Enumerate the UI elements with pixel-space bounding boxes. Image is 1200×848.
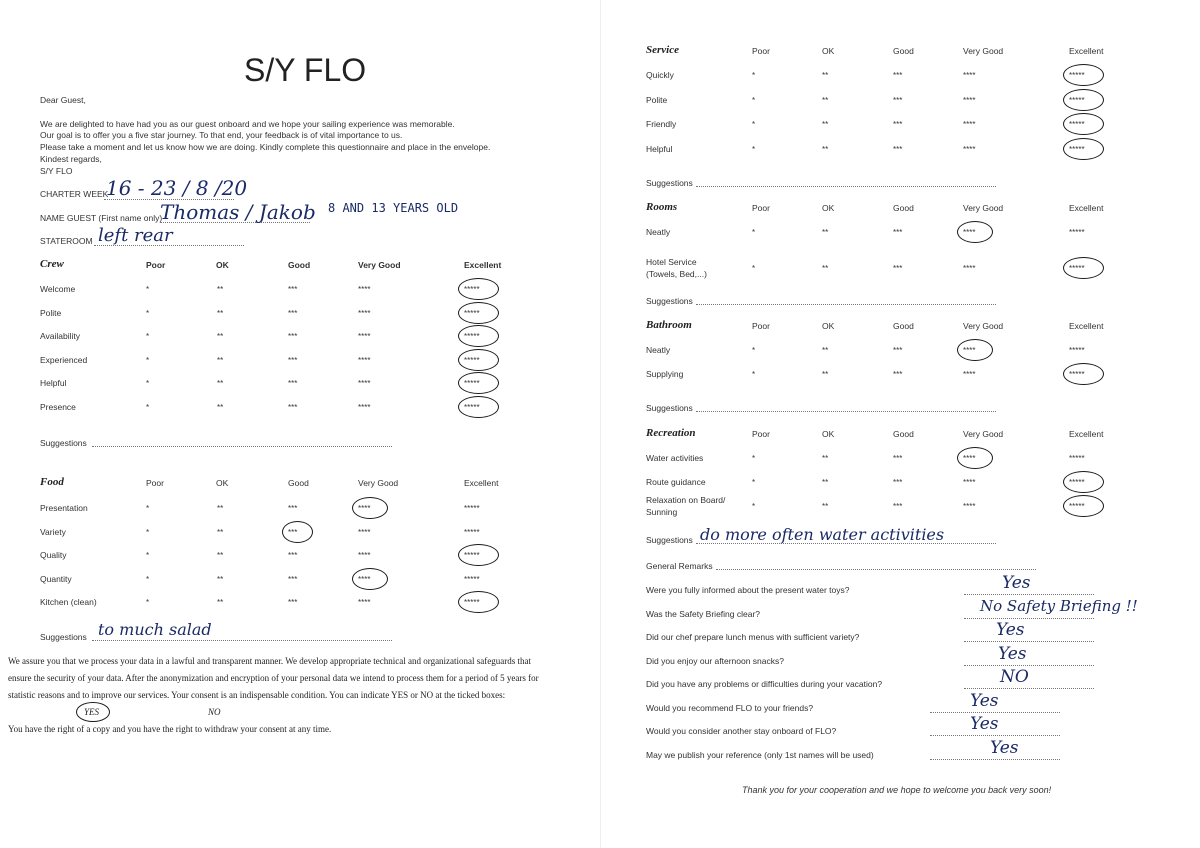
crew-row-3-label: Experienced (40, 354, 88, 365)
greeting: Dear Guest, (40, 95, 86, 105)
intro-line-3: Please take a moment and let us know how we are doing. Kindly complete this questionnaire and place in the envelope. (40, 142, 491, 152)
bathroom-row-0-option-4[interactable]: **** (963, 346, 976, 355)
crew-row-4-option-2[interactable]: ** (217, 379, 224, 388)
recreation-row-1-option-3[interactable]: *** (893, 478, 903, 487)
crew-col-excellent: Excellent (464, 260, 502, 270)
recreation-row-2-option-4[interactable]: **** (963, 502, 976, 511)
food-col-excellent: Excellent (464, 478, 499, 488)
service-row-2-selected-circle (1063, 113, 1104, 135)
service-row-2-option-3[interactable]: *** (893, 120, 903, 129)
rooms-row-1-option-4[interactable]: **** (963, 264, 976, 273)
recreation-row-2-option-1[interactable]: * (752, 502, 756, 511)
rooms-col-excellent: Excellent (1069, 203, 1104, 213)
crew-row-2-label: Availability (40, 331, 81, 341)
crew-row-2-option-1[interactable]: * (146, 332, 150, 341)
recreation-row-2-option-5[interactable]: ***** (1069, 502, 1085, 511)
crew-row-0-option-3[interactable]: *** (288, 285, 298, 294)
food-row-0-option-5[interactable]: ***** (464, 504, 480, 513)
recreation-row-2-option-2[interactable]: ** (822, 502, 829, 511)
crew-row-4-label: Helpful (40, 378, 67, 388)
bathroom-row-1-option-2[interactable]: ** (822, 370, 829, 379)
rooms-row-0-selected-circle (957, 221, 993, 243)
bathroom-section-title: Bathroom (646, 319, 692, 331)
food-row-0-option-4[interactable]: **** (358, 504, 371, 513)
rooms-row-1-option-2[interactable]: ** (822, 264, 829, 273)
bathroom-row-1-option-3[interactable]: *** (893, 370, 903, 379)
crew-row-5-selected-circle (458, 396, 499, 418)
food-row-4-selected-circle (458, 591, 499, 613)
crew-section-title: Crew (40, 258, 64, 270)
general-question-3: Did you enjoy our afternoon snacks? (646, 655, 784, 666)
recreation-row-1-option-1[interactable]: * (752, 478, 756, 487)
service-row-0-label: Quickly (646, 70, 674, 80)
food-col-ok: OK (216, 478, 229, 488)
general-remarks-title: General Remarks (646, 561, 713, 571)
general-question-7: May we publish your reference (only 1st names will be used) (646, 749, 874, 760)
food-row-3-label: Quantity (40, 573, 72, 584)
food-row-1-label: Variety (40, 526, 66, 537)
service-row-1-option-4[interactable]: **** (963, 95, 976, 105)
food-suggestions-label: Suggestions (40, 632, 87, 642)
general-answer-3[interactable]: Yes (998, 643, 1027, 664)
crew-row-1-option-5[interactable]: ***** (464, 308, 480, 318)
food-row-2-option-3[interactable]: *** (288, 551, 298, 560)
crew-row-2-selected-circle (458, 325, 499, 347)
rooms-suggestions-label: Suggestions (646, 296, 693, 306)
crew-row-1-option-2[interactable]: ** (217, 308, 224, 318)
rooms-col-ok: OK (822, 203, 835, 213)
recreation-row-0-option-2[interactable]: ** (822, 454, 829, 463)
recreation-col-ok: OK (822, 429, 835, 439)
recreation-suggestions-label: Suggestions (646, 535, 693, 545)
age-note: 8 AND 13 YEARS OLD (328, 201, 459, 215)
service-suggestions-label: Suggestions (646, 178, 693, 188)
service-row-0-option-3[interactable]: *** (893, 71, 903, 80)
crew-row-1-option-4[interactable]: **** (358, 308, 371, 318)
food-row-0-option-2[interactable]: ** (217, 504, 224, 513)
crew-row-5-option-3[interactable]: *** (288, 402, 298, 412)
service-row-0-option-4[interactable]: **** (963, 71, 976, 80)
bathroom-col-poor: Poor (752, 321, 770, 331)
consent-yes-circle (76, 702, 110, 722)
food-row-3-option-1[interactable]: * (146, 574, 150, 584)
bathroom-row-1-option-1[interactable]: * (752, 370, 756, 379)
intro-line-4: Kindest regards, (40, 154, 102, 164)
service-row-2-option-1[interactable]: * (752, 120, 756, 129)
crew-row-4-option-5[interactable]: ***** (464, 379, 480, 388)
rooms-row-1-option-1[interactable]: * (752, 264, 756, 273)
bathroom-col-very-good: Very Good (963, 321, 1004, 331)
rooms-col-poor: Poor (752, 203, 770, 213)
service-row-3-option-2[interactable]: ** (822, 144, 829, 154)
service-row-1-option-2[interactable]: ** (822, 95, 829, 105)
rooms-row-0-label: Neatly (646, 227, 671, 237)
crew-row-0-label: Welcome (40, 284, 76, 294)
service-row-0-option-1[interactable]: * (752, 71, 756, 80)
crew-row-2-option-5[interactable]: ***** (464, 332, 480, 341)
recreation-suggestions-field[interactable]: do more often water activities (700, 525, 945, 544)
bathroom-row-0-label: Neatly (646, 345, 671, 355)
rooms-col-very-good: Very Good (963, 203, 1004, 213)
rooms-row-1-label-2: (Towels, Bed,...) (646, 269, 707, 279)
general-question-5: Would you recommend FLO to your friends? (646, 702, 814, 713)
consent-line-1: We assure you that we process your data in a lawful and transparent manner. We develop appropriate technical and organizational safeguards that (8, 656, 532, 666)
general-question-1: Was the Safety Briefing clear? (646, 608, 761, 619)
consent-line-3: statistic reasons and to improve our services. Your consent is an indispensable condition. You can indicate YES or NO at the ticked boxes: (8, 690, 506, 700)
bathroom-row-1-option-5[interactable]: ***** (1069, 370, 1085, 379)
food-row-4-option-5[interactable]: ***** (464, 598, 480, 607)
rooms-row-1-selected-circle (1063, 257, 1104, 279)
recreation-row-1-option-5[interactable]: ***** (1069, 478, 1085, 487)
service-col-very-good: Very Good (963, 46, 1004, 56)
food-row-1-selected-circle (282, 521, 313, 543)
bathroom-suggestions-label: Suggestions (646, 403, 693, 413)
name-guest-field[interactable]: Thomas / Jakob (160, 200, 316, 224)
recreation-row-0-selected-circle (957, 447, 993, 469)
service-row-0-selected-circle (1063, 64, 1104, 86)
crew-row-0-option-5[interactable]: ***** (464, 285, 480, 294)
food-row-1-option-3[interactable]: *** (288, 527, 298, 537)
recreation-row-0-option-3[interactable]: *** (893, 454, 903, 463)
crew-row-4-option-1[interactable]: * (146, 379, 150, 388)
recreation-col-good: Good (893, 429, 914, 439)
rooms-row-1-option-3[interactable]: *** (893, 264, 903, 273)
rooms-row-1-option-5[interactable]: ***** (1069, 264, 1085, 273)
rooms-row-0-option-4[interactable]: **** (963, 228, 976, 237)
bathroom-row-1-selected-circle (1063, 363, 1104, 385)
food-row-0-option-1[interactable]: * (146, 504, 150, 513)
bathroom-row-1-label: Supplying (646, 369, 684, 379)
food-row-4-option-3[interactable]: *** (288, 598, 298, 607)
food-row-1-option-4[interactable]: **** (358, 527, 371, 537)
service-row-2-option-4[interactable]: **** (963, 120, 976, 129)
footer-thanks: Thank you for your cooperation and we hope to welcome you back very soon! (742, 785, 1052, 795)
general-question-6: Would you consider another stay onboard of FLO? (646, 726, 837, 736)
crew-row-5-option-1[interactable]: * (146, 402, 150, 412)
recreation-row-1-label: Route guidance (646, 477, 706, 487)
general-answer-1[interactable]: No Safety Briefing !! (980, 596, 1138, 615)
service-row-1-option-3[interactable]: *** (893, 95, 903, 105)
crew-row-3-option-2[interactable]: ** (217, 355, 224, 365)
food-suggestions-field[interactable]: to much salad (98, 620, 212, 639)
crew-col-ok: OK (216, 260, 229, 270)
food-row-3-selected-circle (352, 568, 388, 590)
general-answer-2[interactable]: Yes (996, 620, 1025, 640)
stateroom-label: STATEROOM (40, 236, 93, 246)
food-row-4-option-4[interactable]: **** (358, 598, 371, 607)
page-title: S/Y FLO (244, 52, 367, 88)
crew-row-3-selected-circle (458, 349, 499, 371)
food-row-2-option-2[interactable]: ** (217, 551, 224, 560)
name-guest-label: NAME GUEST (First name only) (40, 213, 163, 223)
recreation-row-1-selected-circle (1063, 471, 1104, 493)
crew-row-3-option-1[interactable]: * (146, 355, 150, 365)
recreation-row-2-selected-circle (1063, 495, 1104, 517)
crew-col-poor: Poor (146, 260, 166, 270)
crew-suggestions-label: Suggestions (40, 438, 87, 448)
page-divider (600, 0, 601, 848)
food-row-2-label: Quality (40, 550, 67, 560)
rooms-section-title: Rooms (646, 201, 678, 213)
consent-line-2: ensure the security of your data. After the anonymization and encryption of your personal data we intend to process them for a period of 5 years for (8, 673, 539, 683)
general-answer-7[interactable]: Yes (990, 737, 1019, 758)
service-row-0-option-2[interactable]: ** (822, 71, 829, 80)
general-answer-4[interactable]: NO (1000, 667, 1029, 687)
crew-row-0-option-2[interactable]: ** (217, 285, 224, 294)
food-row-2-option-5[interactable]: ***** (464, 551, 480, 560)
intro-line-1: We are delighted to have had you as our guest onboard and we hope your sailing experience was memorable. (40, 119, 455, 129)
crew-row-5-option-5[interactable]: ***** (464, 402, 480, 412)
recreation-col-excellent: Excellent (1069, 429, 1104, 439)
crew-row-5-label: Presence (40, 401, 76, 412)
service-row-3-option-1[interactable]: * (752, 144, 756, 154)
stateroom-field[interactable]: left rear (98, 225, 173, 246)
crew-row-2-option-4[interactable]: **** (358, 332, 371, 341)
intro-line-2: Our goal is to offer you a five star journey. To that end, your feedback is of vital importance to us. (40, 130, 403, 140)
bathroom-row-0-option-2[interactable]: ** (822, 346, 829, 355)
general-question-2: Did our chef prepare lunch menus with sufficient variety? (646, 632, 860, 642)
recreation-row-0-label: Water activities (646, 453, 704, 463)
general-answer-0[interactable]: Yes (1002, 573, 1031, 593)
recreation-row-2-option-3[interactable]: *** (893, 502, 903, 511)
food-row-3-option-3[interactable]: *** (288, 574, 298, 584)
intro-line-5: S/Y FLO (40, 166, 73, 176)
rooms-col-good: Good (893, 203, 914, 213)
rooms-row-0-option-3[interactable]: *** (893, 228, 903, 237)
service-row-1-option-5[interactable]: ***** (1069, 95, 1085, 105)
recreation-row-0-option-1[interactable]: * (752, 454, 756, 463)
service-row-1-option-1[interactable]: * (752, 95, 756, 105)
recreation-section-title: Recreation (646, 427, 696, 439)
service-row-2-label: Friendly (646, 119, 677, 129)
service-col-excellent: Excellent (1069, 46, 1104, 56)
crew-row-5-option-4[interactable]: **** (358, 402, 371, 412)
service-row-3-option-3[interactable]: *** (893, 144, 903, 154)
bathroom-row-0-selected-circle (957, 339, 993, 361)
crew-row-0-selected-circle (458, 278, 499, 300)
food-row-1-option-5[interactable]: ***** (464, 527, 480, 537)
food-row-1-option-2[interactable]: ** (217, 527, 224, 537)
consent-yes-option[interactable]: YES (84, 707, 100, 717)
crew-col-good: Good (288, 260, 311, 270)
food-section-title: Food (40, 476, 64, 488)
bathroom-col-ok: OK (822, 321, 835, 331)
service-row-3-label: Helpful (646, 143, 673, 154)
charter-week-label: CHARTER WEEK (40, 189, 109, 199)
crew-row-3-option-4[interactable]: **** (358, 355, 371, 365)
food-col-very-good: Very Good (358, 478, 399, 488)
food-col-poor: Poor (146, 478, 164, 488)
rooms-row-0-option-1[interactable]: * (752, 228, 756, 237)
bathroom-row-0-option-5[interactable]: ***** (1069, 346, 1085, 355)
food-row-2-selected-circle (458, 544, 499, 566)
crew-row-1-label: Polite (40, 307, 62, 318)
food-row-3-option-4[interactable]: **** (358, 574, 371, 584)
service-row-3-selected-circle (1063, 138, 1104, 160)
recreation-row-1-option-4[interactable]: **** (963, 478, 976, 487)
crew-row-4-option-3[interactable]: *** (288, 379, 298, 388)
recreation-col-poor: Poor (752, 429, 770, 439)
food-row-4-label: Kitchen (clean) (40, 597, 97, 607)
rooms-row-0-option-2[interactable]: ** (822, 228, 829, 237)
crew-row-3-option-5[interactable]: ***** (464, 355, 480, 365)
service-col-poor: Poor (752, 46, 770, 56)
recreation-row-0-option-5[interactable]: ***** (1069, 454, 1085, 463)
food-row-0-option-3[interactable]: *** (288, 504, 298, 513)
crew-col-very-good: Very Good (358, 260, 401, 270)
general-question-0: Were you fully informed about the present water toys? (646, 585, 850, 595)
crew-row-1-option-1[interactable]: * (146, 308, 150, 318)
service-row-1-selected-circle (1063, 89, 1104, 111)
crew-row-3-option-3[interactable]: *** (288, 355, 298, 365)
recreation-col-very-good: Very Good (963, 429, 1004, 439)
general-answer-5[interactable]: Yes (970, 690, 999, 711)
food-row-0-label: Presentation (40, 503, 88, 513)
crew-row-2-option-2[interactable]: ** (217, 332, 224, 341)
service-row-3-option-4[interactable]: **** (963, 144, 976, 154)
service-row-1-label: Polite (646, 94, 668, 105)
rooms-row-0-option-5[interactable]: ***** (1069, 228, 1085, 237)
service-col-ok: OK (822, 46, 835, 56)
bathroom-row-0-option-3[interactable]: *** (893, 346, 903, 355)
recreation-row-2-label: Relaxation on Board/ (646, 495, 726, 505)
food-row-4-option-2[interactable]: ** (217, 598, 224, 607)
food-row-3-option-5[interactable]: ***** (464, 574, 480, 584)
general-answer-6[interactable]: Yes (970, 714, 999, 734)
crew-row-1-option-3[interactable]: *** (288, 308, 298, 318)
food-row-0-selected-circle (352, 497, 388, 519)
service-row-0-option-5[interactable]: ***** (1069, 71, 1085, 80)
service-row-2-option-2[interactable]: ** (822, 120, 829, 129)
food-row-1-option-1[interactable]: * (146, 527, 150, 537)
crew-row-5-option-2[interactable]: ** (217, 402, 224, 412)
crew-row-2-option-3[interactable]: *** (288, 332, 298, 341)
crew-row-0-option-4[interactable]: **** (358, 285, 371, 294)
crew-row-0-option-1[interactable]: * (146, 285, 150, 294)
recreation-row-0-option-4[interactable]: **** (963, 454, 976, 463)
consent-rights-line: You have the right of a copy and you have the right to withdraw your consent at any time. (8, 724, 332, 734)
crew-row-1-selected-circle (458, 302, 499, 324)
service-row-2-option-5[interactable]: ***** (1069, 120, 1085, 129)
bathroom-col-excellent: Excellent (1069, 321, 1104, 331)
charter-week-field[interactable]: 16 - 23 / 8 /20 (106, 176, 248, 200)
service-section-title: Service (646, 44, 679, 56)
food-row-4-option-1[interactable]: * (146, 598, 150, 607)
consent-no-option[interactable]: NO (208, 707, 221, 717)
bathroom-col-good: Good (893, 321, 914, 331)
recreation-row-1-option-2[interactable]: ** (822, 478, 829, 487)
food-row-3-option-2[interactable]: ** (217, 574, 224, 584)
service-col-good: Good (893, 46, 914, 56)
rooms-row-1-label: Hotel Service (646, 257, 697, 267)
bathroom-row-0-option-1[interactable]: * (752, 346, 756, 355)
food-row-2-option-1[interactable]: * (146, 551, 150, 560)
food-row-2-option-4[interactable]: **** (358, 551, 371, 560)
crew-row-4-option-4[interactable]: **** (358, 379, 371, 388)
general-question-4: Did you have any problems or difficulties during your vacation? (646, 679, 883, 689)
crew-row-4-selected-circle (458, 372, 499, 394)
service-row-3-option-5[interactable]: ***** (1069, 144, 1085, 154)
bathroom-row-1-option-4[interactable]: **** (963, 370, 976, 379)
food-col-good: Good (288, 478, 309, 488)
recreation-row-2-label-2: Sunning (646, 507, 678, 517)
